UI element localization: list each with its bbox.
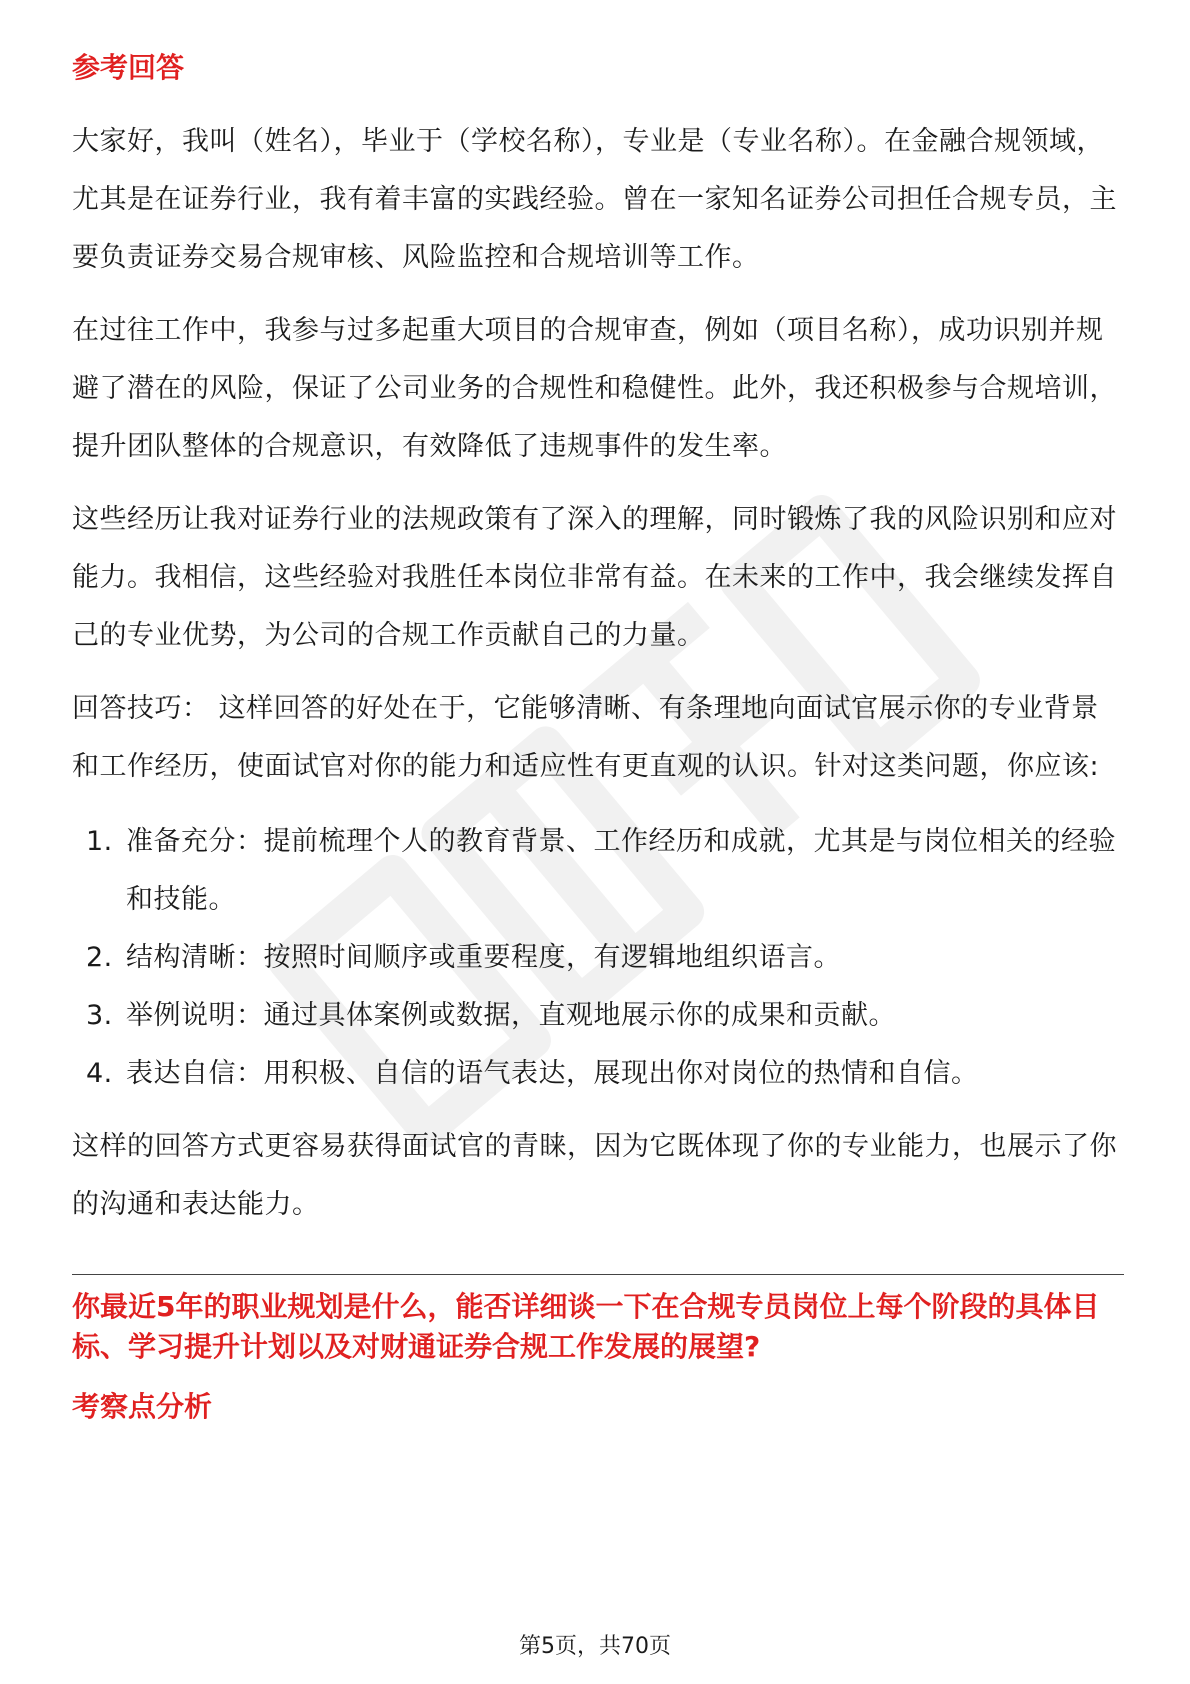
answer-paragraph-3: 这些经历让我对证券行业的法规政策有了深入的理解，同时锻炼了我的风险识别和应对能力。我相信，这些经验对我胜任本岗位非常有益。在未来的工作中，我会继续发挥自己的专业优势，为公司的合规工作贡献自己的力量。 [72,504,1117,651]
list-item-text: 准备充分：提前梳理个人的教育背景、工作经历和成就，尤其是与岗位相关的经验和技能。 [126,826,1116,915]
document-page [72,48,1124,1427]
list-item-text: 举例说明：通过具体案例或数据，直观地展示你的成果和贡献。 [126,1000,896,1031]
tips-conclusion: 这样的回答方式更容易获得面试官的青睐，因为它既体现了你的专业能力，也展示了你的沟通和表达能力。 [72,1131,1117,1220]
answer-paragraph-1: 大家好，我叫（姓名），毕业于（学校名称），专业是（专业名称）。在金融合规领域，尤其是在证券行业，我有着丰富的实践经验。曾在一家知名证券公司担任合规专员，主要负责证券交易合规审核、风险监控和合规培训等工作。 [72,126,1117,273]
page-number: 第5页，共70页 [519,1634,671,1659]
list-item-number: 4. [86,1058,113,1089]
list-item-number: 2. [86,942,113,973]
section-title-analysis: 考察点分析 [72,1390,213,1423]
list-item [72,813,1124,929]
list-item-number: 1. [86,826,113,857]
list-item-number: 3. [86,1000,113,1031]
list-item [72,987,1124,1045]
tips-intro: 回答技巧： 这样回答的好处在于，它能够清晰、有条理地向面试官展示你的专业背景和工作经历，使面试官对你的能力和适应性有更直观的认识。针对这类问题，你应该: [72,693,1100,782]
list-item [72,929,1124,987]
section-divider [72,1274,1124,1275]
next-question: 你最近5年的职业规划是什么，能否详细谈一下在合规专员岗位上每个阶段的具体目标、学习提升计划以及对财通证券合规工作发展的展望? [72,1290,1100,1363]
list-item [72,1045,1124,1103]
list-item-text: 结构清晰：按照时间顺序或重要程度，有逻辑地组织语言。 [126,942,841,973]
answer-paragraph-2: 在过往工作中，我参与过多起重大项目的合规审查，例如（项目名称），成功识别并规避了潜在的风险，保证了公司业务的合规性和稳健性。此外，我还积极参与合规培训，提升团队整体的合规意识，有效降低了违规事件的发生率。 [72,315,1117,462]
list-item-text: 表达自信：用积极、自信的语气表达，展现出你对岗位的热情和自信。 [126,1058,979,1089]
tips-list [72,813,1124,1103]
section-title-reference-answer: 参考回答 [72,51,185,84]
